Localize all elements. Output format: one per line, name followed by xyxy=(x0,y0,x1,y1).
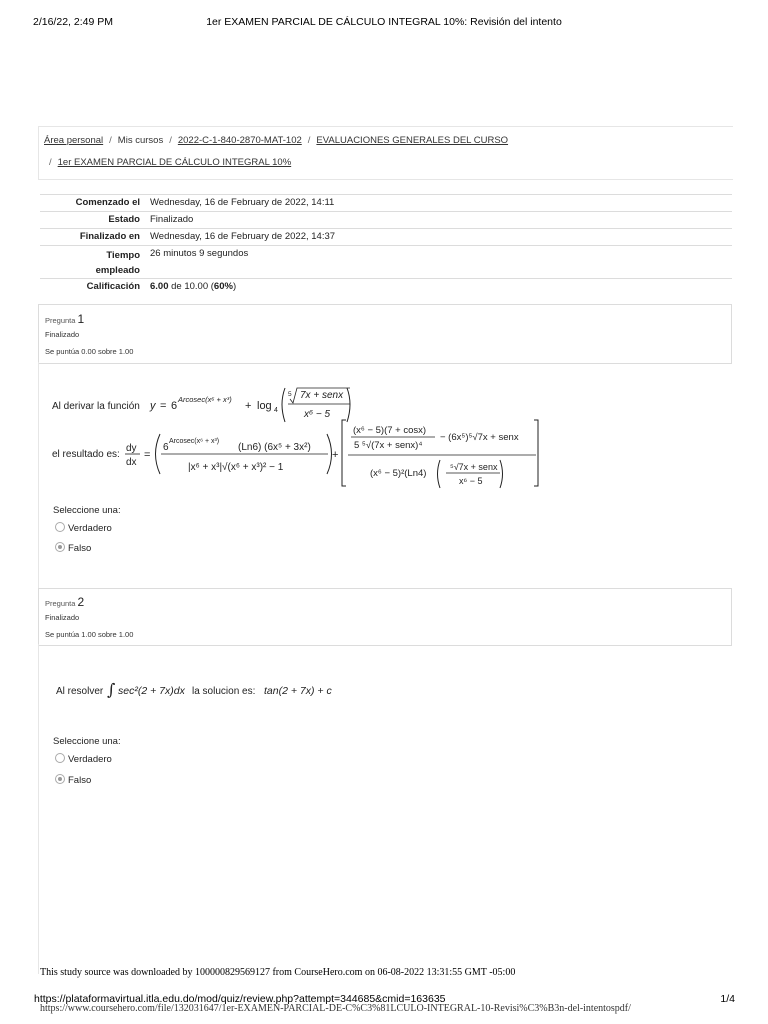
print-page-number: 1/4 xyxy=(720,993,735,1005)
summary-value-calificacion: 6.00 de 10.00 (60%) xyxy=(150,279,732,297)
svg-text:6: 6 xyxy=(171,400,178,412)
svg-text:(x⁶ − 5)²(Ln4): (x⁶ − 5)²(Ln4) xyxy=(370,468,427,479)
question-2-info xyxy=(38,588,732,646)
question-1-select-label: Seleccione una: xyxy=(53,505,121,516)
formula-1-prefix: Al derivar la función xyxy=(52,401,140,412)
formula-q2-mid: la solucion es: xyxy=(192,686,256,697)
svg-text:tan(2 + 7x) + c: tan(2 + 7x) + c xyxy=(264,685,332,697)
svg-text:(Ln6) (6x⁵ + 3x²): (Ln6) (6x⁵ + 3x²) xyxy=(238,442,311,453)
radio-verdadero-q1[interactable] xyxy=(55,522,65,532)
question-1-option-verdadero[interactable]: Verdadero xyxy=(55,523,112,534)
question-1-formula xyxy=(48,382,548,492)
breadcrumb-evaluaciones[interactable]: EVALUACIONES GENERALES DEL CURSO xyxy=(316,135,509,146)
question-2-option-verdadero[interactable]: Verdadero xyxy=(55,754,112,765)
breadcrumb-course[interactable]: 2022-C-1-840-2870-MAT-102 xyxy=(177,135,302,146)
question-2-select-label: Seleccione una: xyxy=(53,736,121,747)
question-2-state: Finalizado xyxy=(45,613,80,622)
svg-text:5 ⁵√(7x + senx)⁴: 5 ⁵√(7x + senx)⁴ xyxy=(354,440,423,451)
radio-verdadero-q2[interactable] xyxy=(55,753,65,763)
svg-text:Arcosec(x⁶ + x³): Arcosec(x⁶ + x³) xyxy=(169,438,220,445)
download-watermark: This study source was downloaded by 100000829569127 from CourseHero.com on 06-08-2022 13:31:55 GMT -05:00 xyxy=(40,967,516,978)
summary-value-comenzado: Wednesday, 16 de February de 2022, 14:11 xyxy=(150,195,732,212)
svg-text:6: 6 xyxy=(163,442,169,453)
svg-text:+: + xyxy=(332,449,339,461)
summary-label-calificacion: Calificación xyxy=(40,279,150,297)
svg-text:+: + xyxy=(245,400,252,412)
question-1-state: Finalizado xyxy=(45,330,80,339)
radio-falso-q1-selected[interactable] xyxy=(55,542,65,552)
print-footer-url: https://plataformavirtual.itla.edu.do/mod/quiz/review.php?attempt=344685&cmid=163635 xyxy=(34,993,446,1005)
svg-text:x⁶ − 5: x⁶ − 5 xyxy=(459,476,483,486)
svg-text:7x + senx: 7x + senx xyxy=(300,390,344,401)
summary-label-tiempo: Tiempo empleado xyxy=(40,246,150,279)
svg-text:sec²(2 + 7x)dx: sec²(2 + 7x)dx xyxy=(118,685,185,697)
summary-value-tiempo: 26 minutos 9 segundos xyxy=(150,246,732,279)
svg-text:Arcosec(x⁶ + x³): Arcosec(x⁶ + x³) xyxy=(178,395,232,404)
radio-falso-q2-selected[interactable] xyxy=(55,774,65,784)
svg-text:∫: ∫ xyxy=(107,680,116,699)
print-datetime: 2/16/22, 2:49 PM xyxy=(33,16,113,28)
attempt-summary-table xyxy=(40,194,732,297)
svg-text:− (6x⁵)⁵√7x + senx: − (6x⁵)⁵√7x + senx xyxy=(440,432,519,443)
svg-text:(x⁶ − 5)(7 + cosx): (x⁶ − 5)(7 + cosx) xyxy=(353,425,427,436)
formula-2-prefix: el resultado es: xyxy=(52,449,120,460)
coursehero-url: https://www.coursehero.com/file/132031647/1er-EXAMEN-PARCIAL-DE-C%C3%81LCULO-INTEGRAL-10-Revisi%C3%B3n-del-intentospdf/ xyxy=(40,1003,631,1014)
question-1-info xyxy=(38,304,732,364)
question-2-option-falso[interactable]: Falso xyxy=(55,775,91,786)
svg-text:x⁶ − 5: x⁶ − 5 xyxy=(304,409,331,420)
breadcrumb-exam[interactable]: 1er EXAMEN PARCIAL DE CÁLCULO INTEGRAL 10% xyxy=(57,157,292,168)
svg-text:=: = xyxy=(144,449,151,461)
summary-value-finalizado: Wednesday, 16 de February de 2022, 14:37 xyxy=(150,229,732,246)
question-2-label: Pregunta 2 xyxy=(45,595,85,609)
svg-text:⁵√7x + senx: ⁵√7x + senx xyxy=(450,462,498,472)
svg-text:|x⁶ + x³|√(x⁶ + x³)² − 1: |x⁶ + x³|√(x⁶ + x³)² − 1 xyxy=(188,462,284,473)
question-2-formula xyxy=(54,676,374,702)
svg-text:log: log xyxy=(257,400,272,412)
svg-text:dx: dx xyxy=(126,457,137,468)
breadcrumb-mis-cursos[interactable]: Mis cursos xyxy=(117,135,164,146)
summary-label-comenzado: Comenzado el xyxy=(40,195,150,212)
print-title: 1er EXAMEN PARCIAL DE CÁLCULO INTEGRAL 10%: Revisión del intento xyxy=(206,16,562,28)
svg-text:y: y xyxy=(150,400,156,412)
svg-text:5: 5 xyxy=(288,391,292,398)
svg-text:4: 4 xyxy=(274,407,278,414)
summary-label-finalizado: Finalizado en xyxy=(40,229,150,246)
breadcrumb: Área personal / Mis cursos / 2022-C-1-840-2870-MAT-102 / EVALUACIONES GENERALES DEL CURSO / 1er EXAMEN PARCIAL DE CÁLCULO INTEGRAL 10% xyxy=(38,126,733,180)
formula-q2-prefix: Al resolver xyxy=(56,686,104,697)
summary-value-estado: Finalizado xyxy=(150,212,732,229)
question-2-number: 2 xyxy=(77,595,85,609)
question-1-score: Se puntúa 0.00 sobre 1.00 xyxy=(45,347,134,356)
question-1-option-falso[interactable]: Falso xyxy=(55,543,91,554)
breadcrumb-area-personal[interactable]: Área personal xyxy=(44,135,104,146)
summary-label-estado: Estado xyxy=(40,212,150,229)
question-2-score: Se puntúa 1.00 sobre 1.00 xyxy=(45,630,134,639)
svg-text:=: = xyxy=(160,400,167,412)
question-1-label: Pregunta 1 xyxy=(45,312,85,326)
svg-text:dy: dy xyxy=(126,443,137,454)
question-1-number: 1 xyxy=(77,312,85,326)
